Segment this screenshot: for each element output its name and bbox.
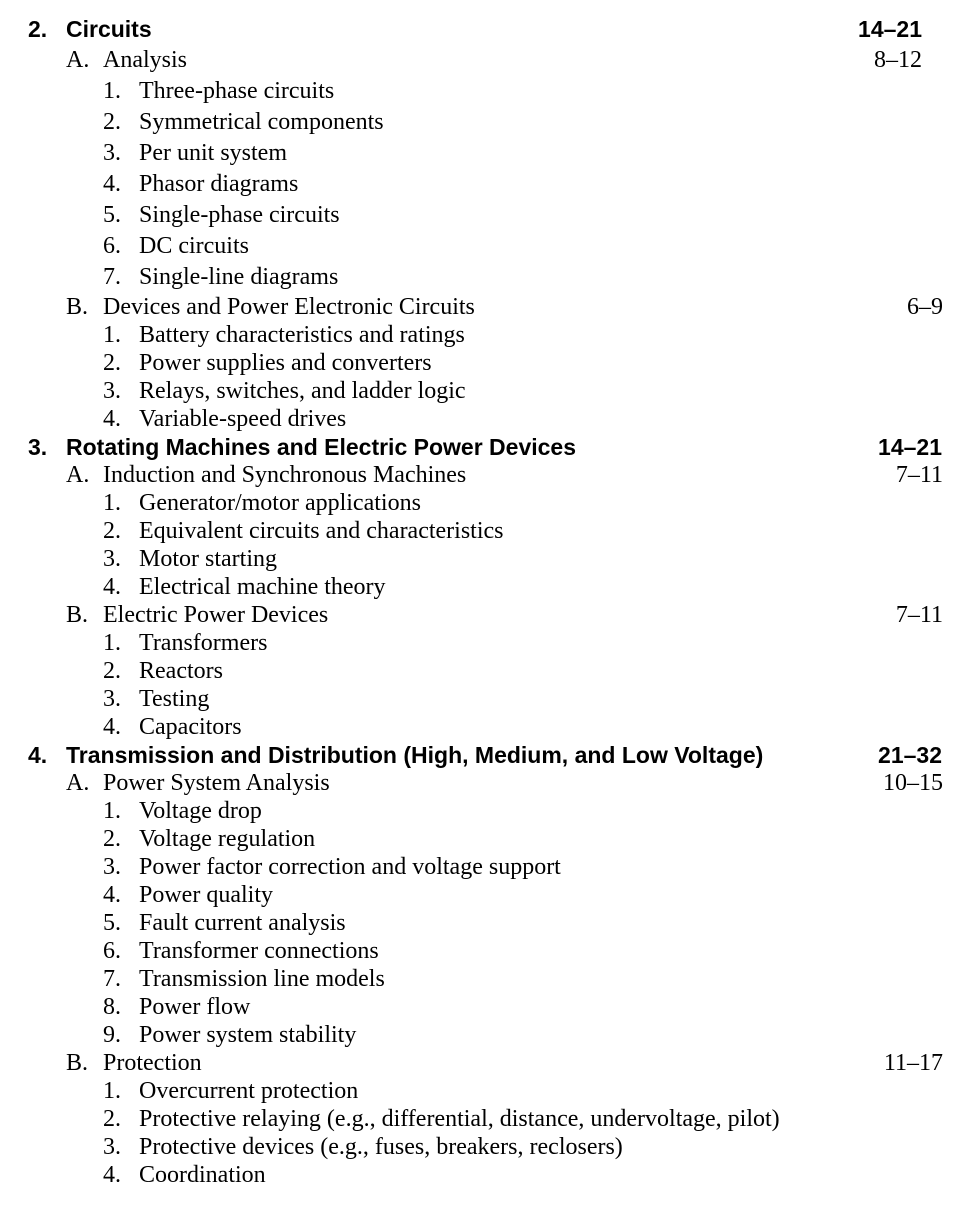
subsection-title: Devices and Power Electronic Circuits	[103, 294, 475, 320]
item-number: 3.	[103, 140, 121, 166]
subsection-title: Electric Power Devices	[103, 602, 329, 628]
subsection-question-range: 10–15	[883, 770, 943, 796]
section-title: Circuits	[66, 16, 152, 42]
item-number: 7.	[103, 966, 121, 992]
item-number: 4.	[103, 882, 121, 908]
subsection-title: Analysis	[103, 47, 187, 73]
subsection-title: Induction and Synchronous Machines	[103, 462, 467, 488]
item-number: 3.	[103, 546, 121, 572]
subsection-heading	[0, 770, 980, 798]
subsection-question-range: 8–12	[874, 47, 922, 73]
item-number: 7.	[103, 264, 121, 290]
item-number: 4.	[103, 406, 121, 432]
subsection-title: Power System Analysis	[103, 770, 330, 796]
item-text: Battery characteristics and ratings	[139, 322, 465, 348]
list-item	[0, 1162, 980, 1190]
section-heading	[0, 16, 980, 47]
subsection-letter: A.	[66, 462, 90, 488]
list-item	[0, 264, 980, 294]
item-number: 2.	[103, 518, 121, 544]
item-text: Variable-speed drives	[139, 406, 347, 432]
item-number: 1.	[103, 78, 121, 104]
list-item	[0, 1106, 980, 1134]
item-text: Transformers	[139, 630, 268, 656]
subsection-title: Protection	[103, 1050, 202, 1076]
item-number: 1.	[103, 322, 121, 348]
section-number: 4.	[28, 742, 48, 768]
subsection-question-range: 6–9	[907, 294, 943, 320]
section-number: 3.	[28, 434, 48, 460]
item-text: Symmetrical components	[139, 109, 384, 135]
item-text: Per unit system	[139, 140, 287, 166]
item-number: 1.	[103, 490, 121, 516]
item-text: Motor starting	[139, 546, 277, 572]
subsection-question-range: 11–17	[883, 1050, 943, 1076]
item-number: 2.	[103, 826, 121, 852]
item-number: 4.	[103, 171, 121, 197]
list-item	[0, 658, 980, 686]
item-number: 3.	[103, 1134, 121, 1160]
list-item	[0, 490, 980, 518]
item-text: Capacitors	[139, 714, 242, 740]
item-text: Phasor diagrams	[139, 171, 299, 197]
list-item	[0, 910, 980, 938]
list-item	[0, 202, 980, 233]
item-number: 5.	[103, 202, 121, 228]
item-text: Relays, switches, and ladder logic	[139, 378, 466, 404]
item-number: 2.	[103, 658, 121, 684]
subsection-heading	[0, 462, 980, 490]
item-text: Coordination	[139, 1162, 266, 1188]
item-text: Single-phase circuits	[139, 202, 340, 228]
item-number: 2.	[103, 350, 121, 376]
list-item	[0, 546, 980, 574]
list-item	[0, 882, 980, 910]
list-item	[0, 630, 980, 658]
section-number: 2.	[28, 16, 48, 42]
item-number: 3.	[103, 378, 121, 404]
item-number: 8.	[103, 994, 121, 1020]
subsection-question-range: 7–11	[895, 462, 943, 488]
subsection-heading	[0, 47, 980, 78]
section-heading	[0, 434, 980, 462]
item-text: Power system stability	[139, 1022, 357, 1048]
item-text: Transmission line models	[139, 966, 385, 992]
list-item	[0, 350, 980, 378]
list-item	[0, 109, 980, 140]
list-item	[0, 140, 980, 171]
subsection-letter: A.	[66, 770, 90, 796]
item-text: Overcurrent protection	[139, 1078, 359, 1104]
item-number: 3.	[103, 854, 121, 880]
list-item	[0, 233, 980, 264]
item-text: DC circuits	[139, 233, 249, 259]
list-item	[0, 686, 980, 714]
item-text: Single-line diagrams	[139, 264, 339, 290]
item-number: 1.	[103, 630, 121, 656]
item-number: 5.	[103, 910, 121, 936]
subsection-heading	[0, 1050, 980, 1078]
item-number: 4.	[103, 574, 121, 600]
section-title: Rotating Machines and Electric Power Devices	[66, 434, 576, 460]
item-text: Protective devices (e.g., fuses, breakers, reclosers)	[139, 1134, 623, 1160]
subsection-letter: B.	[66, 294, 89, 320]
list-item	[0, 826, 980, 854]
list-item	[0, 854, 980, 882]
item-text: Transformer connections	[139, 938, 379, 964]
item-number: 2.	[103, 109, 121, 135]
item-text: Electrical machine theory	[139, 574, 386, 600]
item-number: 4.	[103, 714, 121, 740]
exam-specification-outline	[0, 16, 980, 1190]
section-question-range: 14–21	[878, 434, 942, 460]
item-text: Power quality	[139, 882, 273, 908]
subsection-heading	[0, 602, 980, 630]
list-item	[0, 798, 980, 826]
list-item	[0, 406, 980, 434]
list-item	[0, 714, 980, 742]
item-text: Protective relaying (e.g., differential, distance, undervoltage, pilot)	[139, 1106, 780, 1132]
item-number: 4.	[103, 1162, 121, 1188]
item-number: 2.	[103, 1106, 121, 1132]
list-item	[0, 938, 980, 966]
item-number: 3.	[103, 686, 121, 712]
section-question-range: 21–32	[878, 742, 942, 768]
item-text: Power supplies and converters	[139, 350, 432, 376]
list-item	[0, 322, 980, 350]
item-text: Equivalent circuits and characteristics	[139, 518, 504, 544]
subsection-letter: A.	[66, 47, 90, 73]
item-number: 6.	[103, 938, 121, 964]
list-item	[0, 78, 980, 109]
item-text: Generator/motor applications	[139, 490, 421, 516]
item-text: Voltage regulation	[139, 826, 316, 852]
section-title: Transmission and Distribution (High, Medium, and Low Voltage)	[66, 742, 764, 768]
subsection-question-range: 7–11	[895, 602, 943, 628]
list-item	[0, 171, 980, 202]
item-text: Power flow	[139, 994, 251, 1020]
list-item	[0, 966, 980, 994]
list-item	[0, 574, 980, 602]
item-text: Testing	[139, 686, 210, 712]
list-item	[0, 518, 980, 546]
item-number: 6.	[103, 233, 121, 259]
item-text: Power factor correction and voltage support	[139, 854, 561, 880]
section-question-range: 14–21	[858, 16, 922, 42]
list-item	[0, 1134, 980, 1162]
list-item	[0, 994, 980, 1022]
item-text: Three-phase circuits	[139, 78, 335, 104]
list-item	[0, 378, 980, 406]
subsection-letter: B.	[66, 1050, 89, 1076]
list-item	[0, 1078, 980, 1106]
subsection-heading	[0, 294, 980, 322]
item-number: 1.	[103, 1078, 121, 1104]
item-number: 1.	[103, 798, 121, 824]
subsection-letter: B.	[66, 602, 89, 628]
item-number: 9.	[103, 1022, 121, 1048]
item-text: Fault current analysis	[139, 910, 346, 936]
item-text: Reactors	[139, 658, 223, 684]
section-heading	[0, 742, 980, 770]
item-text: Voltage drop	[139, 798, 262, 824]
list-item	[0, 1022, 980, 1050]
